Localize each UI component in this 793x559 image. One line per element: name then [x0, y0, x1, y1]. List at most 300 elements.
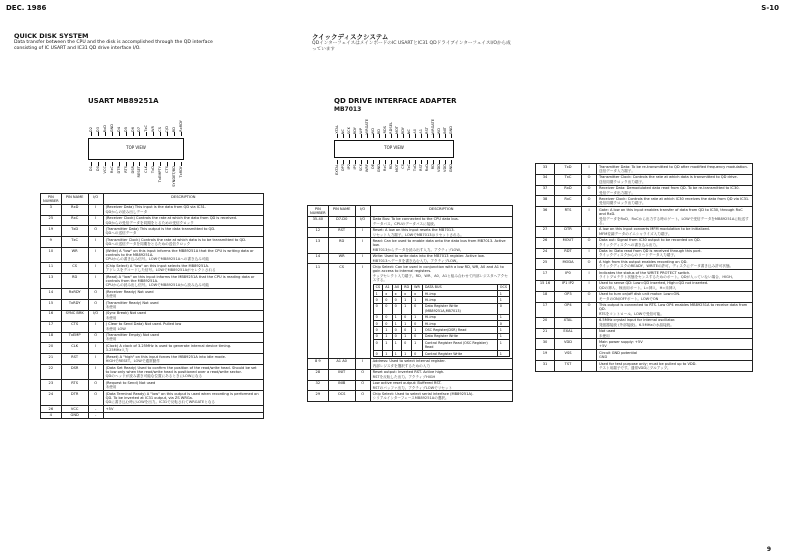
pin-label: TxRDY: [179, 166, 183, 178]
pin-name-cell: DTR: [555, 226, 582, 237]
table-row: [41, 300, 264, 311]
io-cell: I: [88, 274, 103, 289]
pin-label: VDD: [437, 164, 441, 172]
description-en: Reset: A low on this input resets the MB7013.: [372, 228, 455, 233]
description-cell: [103, 354, 263, 365]
description-jp: データバス。CPUのデータバスに接続。: [372, 221, 438, 226]
table-row: [536, 226, 753, 237]
description-en: Transmitter Clock: Controls the rate at which data is transmitted to QD drive.: [599, 175, 738, 180]
description-en: (Transmitter Empty) Not used: [105, 333, 159, 338]
register-table-cell: 0: [412, 351, 423, 357]
description-jp: アドレスをデコードした信号。LOWでMB89251Aがセレクトされる: [105, 268, 216, 273]
register-table-cell: 0: [497, 303, 509, 314]
description-cell: [597, 328, 753, 339]
qd-pin-table: [307, 205, 513, 402]
pin-label: CTS: [165, 166, 170, 173]
pin-label: D7: [137, 126, 142, 132]
pin-label: D3: [95, 126, 100, 132]
pin-line: [421, 134, 422, 138]
description-cell: [370, 264, 512, 359]
th-pin-number: PIN NUMBER: [41, 194, 62, 205]
pin-line: [126, 162, 127, 166]
description-jp: CPUからの読み出し信号。LOWでMB89251Aから読み込み可能: [105, 283, 209, 288]
description-jp: QDからの読み出しデータ: [105, 209, 148, 214]
table-row: [536, 259, 753, 270]
pin-name-cell: TxEMP: [61, 332, 88, 343]
pin-line: [349, 160, 350, 164]
description-cell: [370, 227, 512, 238]
pin-line: [139, 162, 140, 166]
th-pin-number: PIN NUMBER: [308, 206, 329, 217]
th-pin-name: PIN NAME: [61, 194, 88, 205]
table-row: [41, 289, 264, 300]
register-table-cell: Hi-imp: [422, 291, 497, 297]
pin-label: D2: [89, 126, 93, 132]
th-io: I/O: [88, 194, 103, 205]
description-jp: ライトプロテクト状態をセンスするためのポート。QDが入っていない場合、HIGH。: [599, 275, 736, 280]
description-en: 6.5MHz crystal input for internal oscillator.: [599, 318, 676, 323]
pin-label: IP2: [347, 164, 351, 170]
pin-name-cell: RD: [328, 238, 355, 253]
pin-name-cell: TxD: [555, 164, 582, 175]
pin-label: CS: [158, 127, 163, 132]
pin-number-cell: 3: [41, 204, 62, 215]
description-en: Data in: Data read from QD is received through this port.: [599, 249, 702, 253]
description-jp: RTSをコントロール。LOWで受信可能。: [599, 311, 664, 316]
description-cell: [103, 300, 263, 311]
table-row: [41, 274, 264, 289]
io-cell: O: [582, 302, 597, 317]
io-cell: I: [88, 321, 103, 332]
register-table-cell: Hi-imp: [422, 297, 497, 303]
description-en: Used to turn on/off disk unit motor: Low=ON.: [599, 292, 681, 297]
qd-pin-table-2-wrap: [535, 163, 753, 372]
pin-label: RDY: [401, 126, 405, 134]
register-table-cell: 0: [383, 321, 392, 327]
pin-label: NC: [341, 128, 345, 134]
pin-number-cell: 32: [308, 380, 329, 391]
register-table-cell: Hi-imp: [422, 321, 497, 327]
register-table-cell: 1: [383, 340, 392, 351]
pin-number-cell: 27: [536, 226, 555, 237]
pin-name-cell: SYNC BRK: [61, 310, 88, 321]
description-cell: [597, 237, 753, 248]
pin-label: OE: [371, 164, 375, 170]
table-row: [308, 253, 513, 264]
register-table-header: OCS: [497, 284, 509, 290]
pin-name-cell: DSR: [61, 365, 88, 380]
pin-line: [139, 132, 140, 136]
io-cell: [582, 350, 597, 361]
pin-number-cell: 36: [536, 207, 555, 227]
pin-number-cell: 13: [308, 238, 329, 253]
pin-label: CS: [401, 164, 405, 169]
description-cell: [370, 238, 512, 253]
register-table-cell: Hi-imp: [422, 314, 497, 320]
io-cell: I: [355, 227, 370, 238]
pin-label: TxD: [413, 164, 417, 172]
qd-top-view-label: TOP VIEW: [384, 145, 404, 150]
table-row: [41, 215, 264, 226]
description-jp: シリアルインターフェースMB89251Aの選択。: [372, 396, 449, 401]
pin-name-cell: VSS: [555, 350, 582, 361]
description-cell: [370, 380, 512, 391]
pin-line: [181, 132, 182, 136]
description-cell: [103, 237, 263, 248]
pin-label: WP: [359, 128, 363, 134]
pin-name-cell: CS: [328, 264, 355, 359]
io-cell: -: [88, 412, 103, 418]
pin-line: [343, 134, 344, 138]
qd-title: QD DRIVE INTERFACE ADAPTER: [334, 97, 457, 105]
table-row: [308, 238, 513, 253]
pin-line: [379, 134, 380, 138]
description-cell: [597, 361, 753, 372]
description-en: Used for test purpose only; must be pulled up to VDD.: [599, 361, 697, 366]
description-jp: リセット入力端子。LOWでMB7013はリセットされる。: [372, 232, 464, 237]
pin-label: WD: [371, 127, 375, 134]
io-cell: O: [88, 300, 103, 311]
th-pin-name: PIN NAME: [328, 206, 355, 217]
description-cell: [103, 321, 263, 332]
register-table-cell: 1: [383, 351, 392, 357]
description-en: (Read) A "low" on this input informs the MB89251A that the CPU is reading data or controls from the MB89251A.: [105, 274, 255, 283]
io-cell: O: [88, 332, 103, 343]
pin-label: RST: [419, 164, 423, 171]
pin-label: INIT: [443, 126, 447, 134]
pin-name-cell: MODA: [555, 259, 582, 270]
pin-label: D5: [123, 126, 128, 132]
pin-name-cell: RxRDY: [61, 289, 88, 300]
pin-line: [126, 132, 127, 136]
table-row: [41, 237, 264, 248]
register-table-cell: 1: [402, 321, 412, 327]
description-cell: [103, 263, 263, 274]
register-table-cell: 1: [402, 333, 412, 339]
register-table-cell: OSC Register(DSR) Read: [422, 327, 497, 333]
qd-chip-body: [334, 140, 454, 158]
io-cell: O: [582, 291, 597, 302]
table-row: [536, 270, 753, 281]
pin-number-cell: 18: [536, 291, 555, 302]
io-cell: I: [582, 248, 597, 259]
table-row: [41, 310, 264, 321]
pin-line: [146, 162, 147, 166]
pin-line: [439, 134, 440, 138]
description-en: (Chip Select) A "low" on this input selects the MB89251A.: [105, 263, 210, 268]
description-cell: [597, 291, 753, 302]
table-row: [41, 321, 264, 332]
pin-line: [112, 132, 113, 136]
register-table-cell: 1: [373, 291, 383, 297]
description-en: (Sync Break) Not used: [105, 311, 146, 316]
description-jp: QDの挿入、検出用ポート。L=挿入、H=未挿入: [599, 285, 677, 290]
pin-name-cell: XTAL: [555, 317, 582, 328]
pin-label: EXTAL: [335, 164, 339, 176]
pin-number-cell: 14: [41, 289, 62, 300]
description-jp: テスト用端子です。通常VDDにプルアップ。: [599, 365, 671, 370]
pin-line: [385, 134, 386, 138]
description-en: (Receiver Ready) Not used: [105, 289, 154, 294]
pin-number-cell: 23: [41, 380, 62, 391]
qd-pin-table-wrap: [307, 205, 513, 402]
description-en: Data Bus: To be connected to the CPU data bus.: [372, 217, 459, 222]
pin-line: [119, 162, 120, 166]
register-table-cell: 0: [373, 321, 383, 327]
pin-name-cell: TST: [555, 361, 582, 372]
description-cell: [597, 317, 753, 328]
pin-line: [451, 134, 452, 138]
pin-name-cell: RTS: [555, 207, 582, 227]
pin-number-cell: 21: [41, 354, 62, 365]
description-cell: [370, 369, 512, 380]
io-cell: O: [582, 259, 597, 270]
pin-line: [445, 134, 446, 138]
pin-line: [391, 160, 392, 164]
description-cell: [370, 216, 512, 227]
pin-line: [98, 132, 99, 136]
io-cell: -: [88, 406, 103, 412]
register-table-cell: 0: [497, 321, 509, 327]
table-row: [536, 350, 753, 361]
pin-label: RD: [172, 126, 177, 132]
description-cell: [103, 332, 263, 343]
register-table-header: CS: [373, 284, 383, 290]
description-jp: CPUからの書き込み信号。LOWでMB89251Aへの書き込み可能: [105, 257, 209, 262]
pin-number-cell: 34: [536, 174, 555, 185]
pin-label: RxRDY: [179, 120, 183, 132]
io-cell: O: [88, 289, 103, 300]
description-cell: [597, 164, 753, 175]
pin-name-cell: GND: [61, 412, 88, 418]
pin-line: [343, 160, 344, 164]
description-cell: [370, 253, 512, 264]
description-cell: [597, 174, 753, 185]
io-cell: I: [355, 238, 370, 253]
pin-line: [355, 160, 356, 164]
description-cell: [103, 380, 263, 391]
table-row: [536, 185, 753, 196]
description-jp: 未使用: [105, 337, 117, 342]
register-table-cell: 1: [497, 314, 509, 320]
pin-line: [385, 160, 386, 164]
pin-line: [105, 162, 106, 166]
register-table-cell: x: [383, 291, 392, 297]
pin-label: DSR: [130, 166, 135, 174]
register-table-header: RD: [402, 284, 412, 290]
description-cell: [103, 412, 263, 418]
register-table-cell: 0: [402, 340, 412, 351]
intro-title-jp: クイックディスクシステム: [312, 33, 389, 41]
description-jp: QDからの受信データを同期をとるための受信クロック: [105, 220, 194, 225]
table-row: [536, 280, 753, 291]
table-row: [41, 226, 264, 237]
pin-number-cell: 26: [536, 237, 555, 248]
description-jp: QDへの送信データ: [105, 231, 137, 236]
description-cell: [597, 226, 753, 237]
description-cell: [597, 207, 753, 227]
pin-number-cell: 15 16: [536, 280, 555, 291]
table-row: [308, 380, 513, 391]
description-jp: 未使用: [105, 315, 117, 320]
description-cell: [597, 185, 753, 196]
description-en: (Reset) A "high" on this input forces the MB89251A into idle mode.: [105, 354, 226, 359]
io-cell: O: [582, 237, 597, 248]
pin-number-cell: 19: [536, 350, 555, 361]
pin-name-cell: RDT: [555, 248, 582, 259]
pin-label: RESET: [137, 166, 142, 178]
description-en: ( Clear to Send Data) Not used. Pulled low: [105, 322, 182, 327]
pin-name-cell: DTR: [61, 391, 88, 406]
pin-number-cell: 29: [308, 391, 329, 402]
io-cell: I: [355, 264, 370, 359]
pin-name-cell: RxD: [61, 204, 88, 215]
pin-line: [427, 160, 428, 164]
pin-line: [415, 160, 416, 164]
pin-label: TxC: [407, 164, 411, 171]
io-cell: I: [355, 253, 370, 264]
description-en: Read: Can be used to enable data onto the data bus from MB7013. Active low.: [372, 238, 506, 248]
pin-line: [397, 134, 398, 138]
description-en: Circuit GND potential: [599, 350, 638, 355]
register-table-cell: 1: [392, 340, 401, 351]
pin-line: [361, 134, 362, 138]
register-table-cell: 0: [373, 297, 383, 303]
io-cell: I: [88, 263, 103, 274]
io-cell: O: [582, 185, 597, 196]
description-jp: MFM変調データのイニシャライズ入力端子。: [599, 231, 672, 236]
pin-label: SCK: [347, 126, 351, 134]
register-table-cell: Data Register Write (MB89251A,MB7013): [422, 303, 497, 314]
register-table-row: [373, 340, 509, 351]
pin-name-cell: TxC: [61, 237, 88, 248]
register-table-cell: 1: [402, 351, 412, 357]
pin-name-cell: INIT: [328, 369, 355, 380]
description-cell: [103, 343, 263, 354]
table-row: [308, 369, 513, 380]
description-en: Address: Used to select internal register.: [372, 359, 446, 364]
io-cell: I: [88, 215, 103, 226]
description-jp: QDへの送信データを同期をとるための送信クロック: [105, 242, 191, 247]
pin-label: IP1: [353, 164, 357, 170]
io-cell: [582, 339, 597, 350]
description-jp: HIGHでRESET。LOWで通常動作: [105, 359, 160, 364]
pin-line: [397, 160, 398, 164]
pin-line: [112, 162, 113, 166]
th-io: I/O: [355, 206, 370, 217]
register-table-cell: x: [402, 291, 412, 297]
description-en: +5V: [105, 406, 114, 411]
description-jp: MB7013からデータを読み出す入力。アクティブLOW。: [372, 247, 464, 252]
pin-name-cell: MOUT: [555, 237, 582, 248]
description-cell: [370, 358, 512, 369]
io-cell: [582, 361, 597, 372]
th-description: DESCRIPTION: [370, 206, 512, 217]
description-jp: 未使用 LOW: [105, 326, 126, 331]
table-row: [41, 391, 264, 406]
register-table-cell: Data Register Write: [422, 333, 497, 339]
description-jp: クイックディスクからのリードデータ入力端子。: [599, 253, 678, 258]
pin-number-cell: 22: [41, 365, 62, 380]
io-cell: O: [582, 196, 597, 207]
pin-line: [153, 132, 154, 136]
pin-line: [451, 160, 452, 164]
description-cell: [597, 196, 753, 207]
io-cell: I: [582, 164, 597, 175]
register-table-cell: 0: [373, 303, 383, 314]
pin-label: MOT: [395, 164, 399, 173]
pin-number-cell: 12: [308, 227, 329, 238]
pin-number-cell: 17: [536, 302, 555, 317]
pin-line: [439, 160, 440, 164]
pin-label: MOT: [395, 125, 399, 134]
io-cell: I: [88, 343, 103, 354]
register-table-row: [373, 351, 509, 357]
pin-line: [337, 134, 338, 138]
pin-name-cell: TxC: [555, 174, 582, 185]
table-row: [536, 196, 753, 207]
pin-label: OP3: [341, 164, 345, 172]
description-en: (Request to Send) Not used: [105, 380, 156, 385]
io-cell: [582, 317, 597, 328]
pin-line: [133, 162, 134, 166]
pin-name-cell: OP4: [555, 302, 582, 317]
usart-title: USART MB89251A: [88, 97, 159, 105]
pin-label: RxD: [425, 164, 429, 172]
description-en: (Transmitter Ready) Not used: [105, 300, 159, 305]
description-jp: 内部レジスタを選択するための入力: [372, 363, 430, 368]
pin-number-cell: 38: [536, 196, 555, 207]
pin-label: WRF: [365, 164, 369, 173]
pin-line: [167, 132, 168, 136]
pin-line: [174, 162, 175, 166]
pin-number-cell: 19: [41, 226, 62, 237]
pin-label: RD: [431, 164, 435, 170]
description-jp: MB7013へデータを書き込む入力。アクティブLOW。: [372, 258, 460, 263]
pin-number-cell: 11: [308, 264, 329, 359]
description-cell: [597, 259, 753, 270]
intro-en: [14, 32, 214, 51]
pin-line: [153, 162, 154, 166]
description-jp: 受信同期クロック出力端子。: [599, 201, 646, 206]
pin-label: SYNDET/BD: [172, 166, 177, 187]
description-en: Data out: Signal from IC30 output to be recorded on QD.: [599, 238, 701, 243]
description-jp: 未使用: [105, 385, 117, 390]
description-en: Receiver Data: Demodulated data read from QD. To be re-transmitted to IC30.: [599, 186, 740, 191]
io-cell: [582, 328, 597, 339]
description-cell: [103, 391, 263, 406]
io-cell: O: [355, 369, 370, 380]
pin-label: WRGATE: [365, 118, 369, 134]
description-jp: 受信データ出力端子。: [599, 190, 635, 195]
register-table-header: DATA BUS: [422, 284, 497, 290]
pin-line: [409, 160, 410, 164]
io-cell: O: [88, 380, 103, 391]
pin-name-cell: WR: [61, 248, 88, 263]
pin-number-cell: 35-40: [308, 216, 329, 227]
description-en: Transmitter Data: To be re-transmitted to QD after modified frequency modulation.: [599, 164, 748, 169]
description-jp: 未使用: [105, 294, 117, 299]
pin-line: [379, 160, 380, 164]
pin-name-cell: RST: [328, 227, 355, 238]
register-table-cell: 1: [497, 340, 509, 351]
description-en: A low on this input converts MFM modulation to be initialized.: [599, 227, 710, 232]
table-row: [308, 264, 513, 359]
pin-label: A0: [413, 129, 417, 134]
pin-name-cell: VCC: [61, 406, 88, 412]
table-row: [536, 207, 753, 227]
description-en: Write: Used to write data into the MB7013 register. Active low.: [372, 254, 485, 259]
